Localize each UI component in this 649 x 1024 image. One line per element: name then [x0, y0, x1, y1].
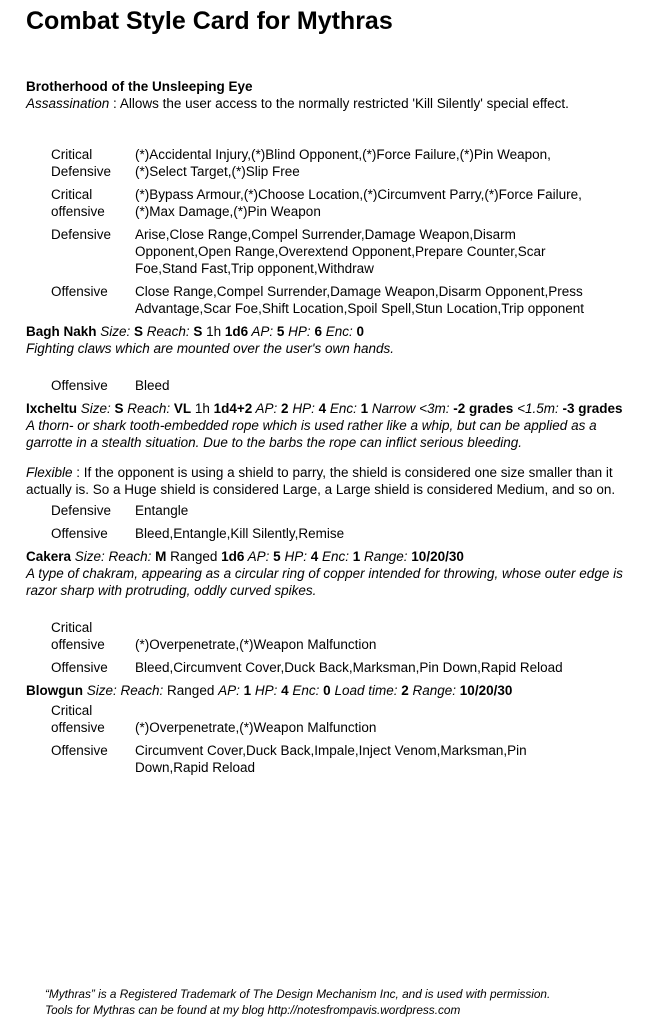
- effects-category-label: Critical Defensive: [51, 147, 112, 179]
- page-title: Combat Style Card for Mythras: [26, 7, 393, 35]
- stat-run: 2: [401, 683, 409, 698]
- trait-name: Assassination: [26, 96, 110, 111]
- footer-trademark-line: “Mythras” is a Registered Trademark of The Design Mechanism Inc, and is used with permission.: [45, 987, 551, 1001]
- special-effects-row: [26, 226, 632, 277]
- weapon-description: A thorn- or shark tooth-embedded rope which is used rather like a whip, but can be applied as a garrotte in a stealth situation. Due to the barbs the rope can inflict serious bleeding.: [26, 418, 597, 450]
- trait-separator: :: [72, 465, 84, 480]
- stat-run: AP:: [244, 549, 274, 564]
- effects-category-label: Defensive: [51, 227, 112, 242]
- stat-run: -2 grades: [453, 401, 514, 416]
- effects-category-label: Critical offensive: [51, 703, 105, 735]
- special-effects-row: [26, 619, 632, 653]
- stat-run: HP:: [284, 324, 315, 339]
- stat-run: Enc:: [288, 683, 324, 698]
- weapon-stat-runs: [71, 549, 464, 564]
- stat-run: 1: [352, 549, 361, 564]
- stat-run: 1d6: [221, 549, 245, 564]
- stat-run: HP:: [288, 401, 319, 416]
- weapon-trait: [26, 464, 632, 498]
- stat-run: HP:: [280, 549, 311, 564]
- combat-style-section: [26, 78, 632, 317]
- stat-run: 5: [273, 549, 281, 564]
- stat-run: 1: [243, 683, 252, 698]
- weapon-stat-line: [26, 682, 632, 699]
- effects-category-label: Offensive: [51, 743, 108, 758]
- weapon-name: Bagh Nakh: [26, 324, 97, 339]
- effects-category-label: Offensive: [51, 378, 108, 393]
- effects-list: (*)Accidental Injury,(*)Blind Opponent,(*)Force Failure,(*)Pin Weapon,(*)Select Target,(*)Slip Free: [135, 147, 551, 179]
- stat-run: M: [155, 549, 167, 564]
- stat-run: 10/20/30: [459, 683, 513, 698]
- stat-run: AP:: [218, 683, 244, 698]
- effects-category-label: Defensive: [51, 503, 112, 518]
- stat-run: 1h: [202, 324, 225, 339]
- footer-blog-line: Tools for Mythras can be found at my blog http://notesfrompavis.wordpress.com: [45, 1003, 461, 1017]
- stat-run: Reach:: [143, 324, 194, 339]
- effects-list: Bleed,Entangle,Kill Silently,Remise: [135, 526, 345, 541]
- stat-run: Load time:: [330, 683, 402, 698]
- stat-run: 10/20/30: [411, 549, 464, 564]
- effects-list: Entangle: [135, 503, 189, 518]
- effects-list: (*)Overpenetrate,(*)Weapon Malfunction: [135, 637, 377, 652]
- page-footer: [45, 986, 550, 1018]
- trait-description: Allows the user access to the normally restricted 'Kill Silently' special effect.: [119, 96, 569, 111]
- special-effects-row: [26, 186, 632, 220]
- stat-run: AP:: [248, 324, 277, 339]
- weapon-special-effects: [26, 619, 632, 676]
- effects-list: Bleed: [135, 378, 170, 393]
- effects-category-label: Critical offensive: [51, 187, 105, 219]
- stat-run: AP:: [252, 401, 282, 416]
- special-effects-row: [26, 659, 632, 676]
- weapon-entry: [26, 682, 632, 776]
- stat-run: Ranged: [166, 549, 222, 564]
- stat-run: 2: [281, 401, 289, 416]
- stat-run: HP:: [251, 683, 282, 698]
- stat-run: S: [193, 324, 203, 339]
- trait-name: Flexible: [26, 465, 73, 480]
- weapon-stat-line: [26, 548, 632, 565]
- stat-run: Range:: [408, 683, 460, 698]
- weapon-name: Ixcheltu: [26, 401, 78, 416]
- stat-run: 4: [281, 683, 289, 698]
- weapons-list: [26, 323, 632, 776]
- weapon-entry: [26, 548, 632, 676]
- weapon-stat-runs: [77, 401, 622, 416]
- stat-run: 1: [360, 401, 369, 416]
- trait-separator: :: [109, 96, 120, 111]
- stat-run: Reach:: [123, 401, 174, 416]
- special-effects-row: [26, 525, 632, 542]
- effects-category-label: Offensive: [51, 660, 108, 675]
- weapon-description: Fighting claws which are mounted over the user's own hands.: [26, 341, 395, 356]
- effects-list: Bleed,Circumvent Cover,Duck Back,Marksman,Pin Down,Rapid Reload: [135, 660, 563, 675]
- stat-run: Size: Reach:: [71, 549, 156, 564]
- effects-list: Circumvent Cover,Duck Back,Impale,Inject Venom,Marksman,Pin Down,Rapid Reload: [135, 743, 527, 775]
- style-special-effects-table: [26, 146, 632, 317]
- weapon-name: Cakera: [26, 549, 72, 564]
- stat-run: Range:: [360, 549, 412, 564]
- stat-run: Size:: [77, 401, 115, 416]
- weapon-description: A type of chakram, appearing as a circular ring of copper intended for throwing, whose outer edge is razor sharp with protruding, oddly curved spikes.: [26, 566, 623, 598]
- combat-style-trait: [26, 95, 632, 112]
- stat-run: 1d6: [224, 324, 249, 339]
- special-effects-row: [26, 502, 632, 519]
- stat-run: S: [114, 401, 124, 416]
- stat-run: Enc:: [318, 549, 353, 564]
- weapon-entry: [26, 323, 632, 394]
- stat-run: <1.5m:: [513, 401, 563, 416]
- stat-run: Ranged: [167, 683, 219, 698]
- weapon-special-effects: [26, 502, 632, 542]
- weapon-stat-line: [26, 400, 632, 417]
- weapon-stat-runs: [97, 324, 364, 339]
- stat-run: Enc:: [321, 324, 357, 339]
- stat-run: 1d4+2: [213, 401, 253, 416]
- stat-run: 5: [276, 324, 285, 339]
- combat-style-name: Brotherhood of the Unsleeping Eye: [26, 79, 253, 94]
- effects-list: Close Range,Compel Surrender,Damage Weapon,Disarm Opponent,Press Advantage,Scar Foe,Shift Location,Spoil Spell,Stun Location,Trip opponent: [135, 284, 585, 316]
- stat-run: 1h: [191, 401, 214, 416]
- stat-run: Narrow <3m:: [368, 401, 454, 416]
- stat-run: S: [134, 324, 144, 339]
- effects-list: Arise,Close Range,Compel Surrender,Damage Weapon,Disarm Opponent,Open Range,Overextend Opponent,Prepare Counter,Scar Foe,Stand Fast,Trip opponent,Withdraw: [135, 227, 546, 276]
- weapon-special-effects: [26, 702, 632, 776]
- trait-description: If the opponent is using a shield to parry, the shield is considered one size smaller than it actually is. So a Huge shield is considered Large, a Large shield is considered Medium, and so on.: [26, 465, 616, 497]
- effects-list: (*)Overpenetrate,(*)Weapon Malfunction: [135, 720, 377, 735]
- special-effects-row: [26, 702, 632, 736]
- stat-run: 6: [314, 324, 322, 339]
- effects-category-label: Offensive: [51, 526, 108, 541]
- effects-list: (*)Bypass Armour,(*)Choose Location,(*)Circumvent Parry,(*)Force Failure,(*)Max Damage,(*)Pin Weapon: [135, 187, 582, 219]
- stat-run: 4: [318, 401, 327, 416]
- special-effects-row: [26, 146, 632, 180]
- weapon-stat-runs: [83, 683, 512, 698]
- effects-category-label: Critical offensive: [51, 620, 105, 652]
- effects-category-label: Offensive: [51, 284, 108, 299]
- stat-run: 4: [310, 549, 319, 564]
- stat-run: Size: Reach:: [83, 683, 168, 698]
- stat-run: VL: [173, 401, 192, 416]
- special-effects-row: [26, 742, 632, 776]
- stat-run: Size:: [96, 324, 135, 339]
- stat-run: 0: [323, 683, 331, 698]
- stat-run: -3 grades: [562, 401, 623, 416]
- special-effects-row: [26, 377, 632, 394]
- weapon-name: Blowgun: [26, 683, 83, 698]
- weapon-special-effects: [26, 377, 632, 394]
- stat-run: 0: [356, 324, 364, 339]
- weapon-stat-line: [26, 323, 632, 340]
- weapon-entry: [26, 400, 632, 542]
- special-effects-row: [26, 283, 632, 317]
- stat-run: Enc:: [326, 401, 361, 416]
